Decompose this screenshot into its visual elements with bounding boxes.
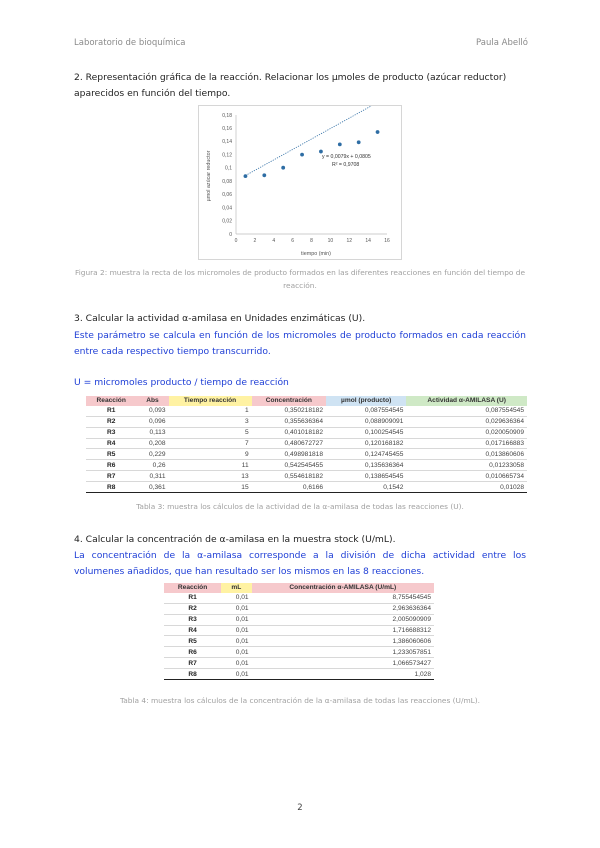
table3-cell: 0,120168182: [326, 438, 406, 449]
y-tick-label: 0,1: [225, 165, 232, 172]
y-tick-label: 0,12: [222, 152, 232, 159]
table4-cell: 1,028: [252, 669, 434, 680]
data-point: [319, 150, 323, 154]
table3-cell: 5: [169, 427, 252, 438]
table3-cell: 0,029636364: [406, 416, 527, 427]
table3-cell: R8: [86, 482, 136, 493]
table3-cell: R1: [86, 406, 136, 416]
table4-header-concentracion: Concentración α-AMILASA (U/mL): [252, 583, 434, 593]
section3-description: Este parámetro se calcula en función de los micromoles de producto formados en cada reacción entre cada respectivo tiempo transcurrido.: [74, 330, 526, 357]
table3-header-row: [86, 396, 527, 406]
table3-cell: 11: [169, 460, 252, 471]
y-tick-label: 0,02: [222, 218, 232, 225]
x-axis-label: tiempo (min): [301, 251, 331, 257]
data-point: [376, 130, 380, 134]
data-point: [244, 174, 248, 178]
table3-cell: 9: [169, 449, 252, 460]
table4-cell: R5: [164, 636, 221, 647]
table4-cell: 0,01: [221, 603, 251, 614]
table4-cell: 0,01: [221, 614, 251, 625]
table3-header-reaccion: Reacción: [86, 396, 136, 406]
header-left: Laboratorio de bioquímica: [74, 38, 186, 48]
table4-cell: 2,963636364: [252, 603, 434, 614]
y-tick-label: 0,08: [222, 178, 232, 185]
table4-cell: 1,066573427: [252, 658, 434, 669]
x-tick-label: 4: [272, 238, 276, 244]
chart-svg: [199, 106, 401, 259]
table3-cell: 0,229: [136, 449, 168, 460]
table3-row: [86, 416, 527, 427]
table3-cell: 0,311: [136, 471, 168, 482]
section4-description: La concentración de la α-amilasa corresponde a la división de dicha actividad entre los volumenes añadidos, que han resultado ser los mismos en las 8 reacciones.: [74, 550, 526, 577]
data-point: [357, 140, 361, 144]
table4-cell: 0,01: [221, 636, 251, 647]
data-point: [281, 166, 285, 170]
section2-title-line1: 2. Representación gráfica de la reacción. Relacionar los µmoles de producto (azúcar reductor): [74, 72, 507, 83]
table4-row: [164, 593, 434, 603]
table4-row: [164, 669, 434, 680]
table4-cell: R8: [164, 669, 221, 680]
table4-cell: R7: [164, 658, 221, 669]
table3-cell: 0,355636364: [252, 416, 326, 427]
table3-row: [86, 482, 527, 493]
table3-cell: 0,26: [136, 460, 168, 471]
table4: [164, 583, 434, 680]
figure2-caption: Figura 2: muestra la recta de los micromoles de producto formados en las diferentes reacciones en función del tiempo de reacción.: [75, 268, 525, 290]
table3-cell: 1: [169, 406, 252, 416]
table3-cell: 0,01028: [406, 482, 527, 493]
x-tick-label: 10: [327, 238, 334, 244]
table3-row: [86, 460, 527, 471]
table3-header-tiempo: Tiempo reacción: [169, 396, 252, 406]
header-right: Paula Abelló: [476, 38, 528, 48]
table3-caption: Tabla 3: muestra los cálculos de la actividad de la α-amilasa de todas las reacciones (U).: [136, 502, 464, 511]
table4-cell: R4: [164, 625, 221, 636]
table4-row: [164, 647, 434, 658]
trendline-r2: R² = 0,9708: [332, 162, 360, 168]
data-point: [262, 173, 266, 177]
table3-cell: 7: [169, 438, 252, 449]
section3-formula: U = micromoles producto / tiempo de reacción: [74, 377, 289, 388]
table3-cell: R2: [86, 416, 136, 427]
table3-cell: 3: [169, 416, 252, 427]
y-tick-label: 0,14: [222, 139, 232, 146]
trendline-equation: y = 0,0079x + 0,0805: [322, 154, 371, 160]
table3-cell: 0,6166: [252, 482, 326, 493]
table4-row: [164, 614, 434, 625]
table3-row: [86, 427, 527, 438]
y-tick-label: 0,16: [222, 126, 232, 133]
y-tick-label: 0,18: [222, 112, 232, 119]
section2-title-line2: aparecidos en función del tiempo.: [74, 88, 231, 99]
table4-cell: 1,716688312: [252, 625, 434, 636]
table3-header-concentracion: Concentración: [252, 396, 326, 406]
table4-header-ml: mL: [221, 583, 251, 593]
table4-cell: 0,01: [221, 593, 251, 603]
table3-cell: R6: [86, 460, 136, 471]
table3-cell: 0,135636364: [326, 460, 406, 471]
table4-cell: 2,005090909: [252, 614, 434, 625]
section4-title: 4. Calcular la concentración de α-amilasa en la muestra stock (U/mL).: [74, 534, 396, 545]
x-tick-label: 16: [384, 238, 390, 244]
table4-header-row: [164, 583, 434, 593]
table4-cell: 0,01: [221, 647, 251, 658]
table3-cell: 0,124745455: [326, 449, 406, 460]
table3-cell: 0,498981818: [252, 449, 326, 460]
x-tick-label: 2: [253, 238, 257, 244]
table3-cell: R3: [86, 427, 136, 438]
table3-cell: 0,113: [136, 427, 168, 438]
table4-cell: 8,755454545: [252, 593, 434, 603]
y-tick-label: 0,06: [222, 192, 232, 199]
table4-cell: 1,233057851: [252, 647, 434, 658]
table3-cell: 0,088909091: [326, 416, 406, 427]
table3-cell: 0,013860606: [406, 449, 527, 460]
table4-cell: R3: [164, 614, 221, 625]
table3-cell: 0,542545455: [252, 460, 326, 471]
figure2-chart: [198, 105, 402, 260]
table4-cell: R1: [164, 593, 221, 603]
table3-cell: 15: [169, 482, 252, 493]
y-tick-label: 0: [229, 231, 232, 238]
table3-cell: 0,01233058: [406, 460, 527, 471]
x-tick-label: 6: [291, 238, 295, 244]
data-point: [338, 142, 342, 146]
table3-row: [86, 471, 527, 482]
table3-row: [86, 438, 527, 449]
section3-title: 3. Calcular la actividad α-amilasa en Unidades enzimáticas (U).: [74, 313, 366, 324]
section2-title: [74, 70, 526, 102]
table4-cell: 0,01: [221, 625, 251, 636]
table3-cell: R5: [86, 449, 136, 460]
table3-header-umol: µmol (producto): [326, 396, 406, 406]
x-tick-label: 0: [234, 238, 238, 244]
table3-cell: 0,020050909: [406, 427, 527, 438]
table4-caption: Tabla 4: muestra los cálculos de la concentración de la α-amilasa de todas las reacciones (U/mL).: [119, 696, 481, 705]
table3-cell: R7: [86, 471, 136, 482]
data-point: [300, 153, 304, 157]
table4-cell: R2: [164, 603, 221, 614]
table3-cell: 0,554618182: [252, 471, 326, 482]
table3-cell: 13: [169, 471, 252, 482]
table3-cell: 0,138654545: [326, 471, 406, 482]
table3-cell: 0,017166883: [406, 438, 527, 449]
table3-cell: 0,401018182: [252, 427, 326, 438]
table3-cell: 0,087554545: [326, 406, 406, 416]
table3-cell: 0,208: [136, 438, 168, 449]
y-tick-label: 0,04: [222, 205, 232, 212]
table3-row: [86, 406, 527, 416]
x-tick-label: 12: [346, 238, 353, 244]
table3-cell: 0,096: [136, 416, 168, 427]
page-number: 2: [297, 803, 303, 813]
table3-cell: 0,361: [136, 482, 168, 493]
table4-cell: R6: [164, 647, 221, 658]
table3-cell: R4: [86, 438, 136, 449]
table3-cell: 0,093: [136, 406, 168, 416]
table4-cell: 0,01: [221, 658, 251, 669]
table3-cell: 0,087554545: [406, 406, 527, 416]
table4-header-reaccion: Reacción: [164, 583, 221, 593]
y-axis-label: µmol azúcar reductor: [206, 150, 212, 202]
table3-cell: 0,100254545: [326, 427, 406, 438]
table3-cell: 0,1542: [326, 482, 406, 493]
table3-header-abs: Abs: [136, 396, 168, 406]
table4-row: [164, 658, 434, 669]
table3-row: [86, 449, 527, 460]
x-tick-label: 8: [310, 238, 313, 244]
table3-cell: 0,010665734: [406, 471, 527, 482]
table3-cell: 0,350218182: [252, 406, 326, 416]
table4-row: [164, 625, 434, 636]
x-tick-label: 14: [365, 238, 371, 244]
table3-header-actividad: Actividad α-AMILASA (U): [406, 396, 527, 406]
table3-cell: 0,480672727: [252, 438, 326, 449]
table4-cell: 0,01: [221, 669, 251, 680]
table4-row: [164, 636, 434, 647]
table3: [86, 396, 527, 493]
table4-row: [164, 603, 434, 614]
table4-cell: 1,386060606: [252, 636, 434, 647]
